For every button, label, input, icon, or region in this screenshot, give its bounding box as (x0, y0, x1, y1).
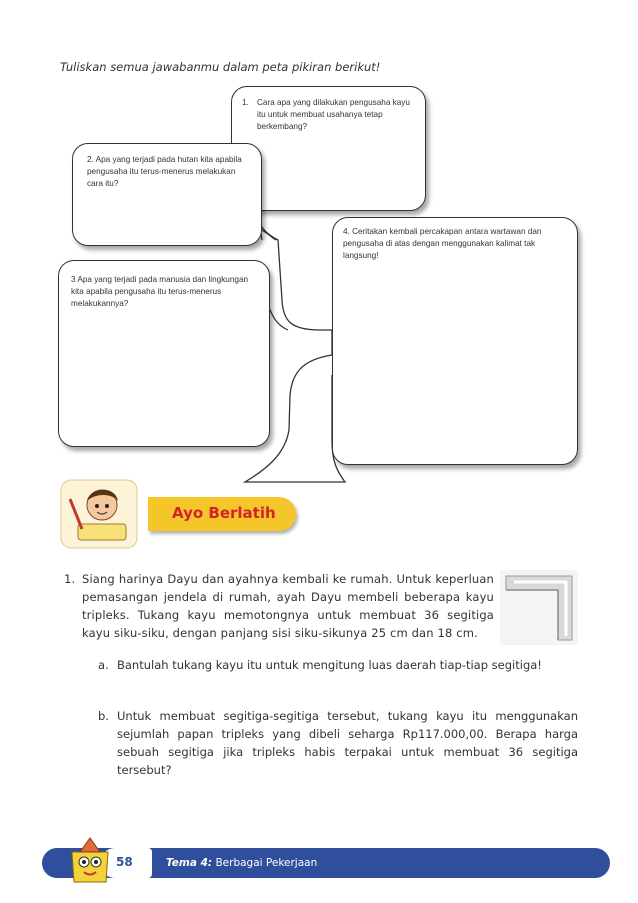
box-1-number: 1. (242, 98, 249, 107)
window-frame-image (500, 570, 578, 645)
exercise-text: Siang harinya Dayu dan ayahnya kembali ke rumah. Untuk keperluan pemasangan jendela di rumah, ayah Dayu membeli beberapa kayu tripleks. Tukang kayu memotongnya untuk membuat 36 segitiga kayu siku-siku, dengan panjang sisi siku-sikunya 25 cm dan 18 cm. (82, 572, 494, 640)
theme-name: Berbagai Pekerjaan (215, 857, 318, 869)
mindmap-box-4 (332, 217, 578, 465)
part-b-label: b. (98, 709, 109, 723)
footer-theme (166, 857, 317, 869)
theme-label: Tema 4: (166, 857, 213, 869)
part-a-label: a. (98, 658, 109, 672)
box-4-question: 4. Ceritakan kembali percakapan antara wartawan dan pengusaha di atas dengan menggunakan kalimat tak langsung! (343, 227, 542, 260)
box-1-question: Cara apa yang dilakukan pengusaha kayu itu untuk membuat usahanya tetap berkembang? (257, 98, 410, 131)
section-banner (148, 497, 296, 531)
part-a-text: Bantulah tukang kayu itu untuk mengitung luas daerah tiap-tiap segitiga! (117, 658, 542, 672)
mindmap-box-3 (58, 260, 270, 447)
box-2-question: 2. Apa yang terjadi pada hutan kita apabila pengusaha itu terus-menerus melakukan cara itu? (87, 155, 242, 188)
pencil-mascot-icon (60, 832, 120, 892)
section-title: Ayo Berlatih (172, 504, 276, 522)
exercise-part-a (98, 656, 588, 674)
exercise-part-b (98, 707, 578, 779)
box-3-question: 3 Apa yang terjadi pada manusia dan lingkungan kita apabila pengusaha itu terus-menerus melakukannya? (71, 275, 249, 308)
page-number: 58 (116, 855, 133, 869)
exercise-number: 1. (64, 572, 76, 586)
instruction-text: Tuliskan semua jawabanmu dalam peta pikiran berikut! (60, 60, 381, 74)
exercise-1 (64, 570, 494, 642)
part-b-text: Untuk membuat segitiga-segitiga tersebut, tukang kayu itu menggunakan sejumlah papan tripleks yang dibeli seharga Rp117.000,00. Berapa harga sebuah segitiga jika tripleks habis terpakai untuk membuat 36 segitiga tersebut? (117, 709, 578, 777)
mindmap-box-2 (72, 143, 262, 246)
student-writing-icon (60, 479, 138, 549)
